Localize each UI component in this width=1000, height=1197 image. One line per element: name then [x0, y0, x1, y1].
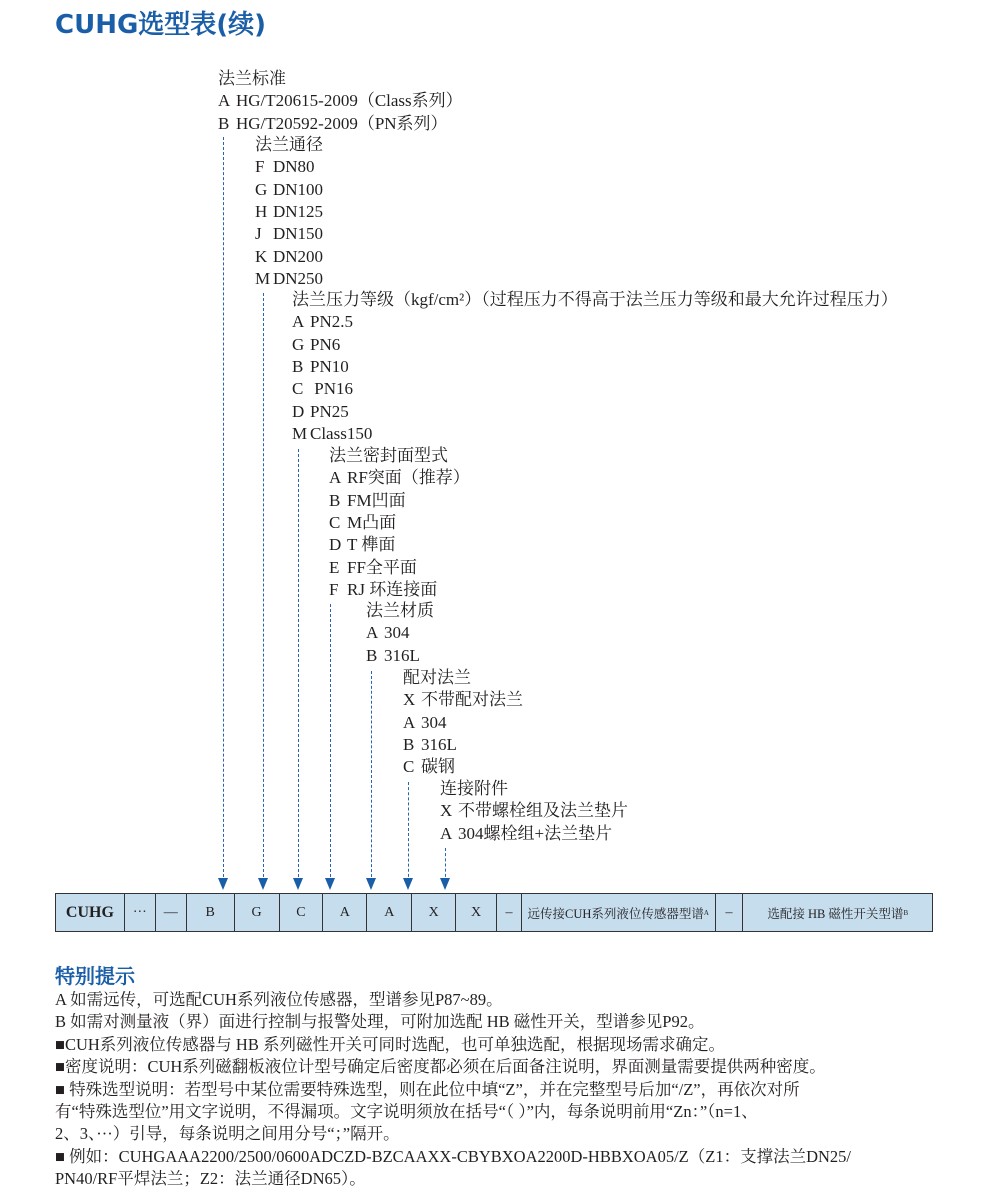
- model-code-cell: [156, 894, 187, 931]
- option-code: D: [329, 535, 342, 555]
- model-code-cell: [456, 894, 497, 931]
- model-code-cell: [412, 894, 456, 931]
- option-code: B: [403, 734, 415, 754]
- option-label: 碳钢: [421, 757, 455, 777]
- note-line: PN40/RF平焊法兰；Z2：法兰通径DN65）。: [55, 1169, 366, 1189]
- option-label: 316L: [421, 734, 457, 754]
- option-item: [218, 90, 463, 112]
- note-line: 有“特殊选型位”用文字说明，不得漏项。文字说明须放在括号“（ ）”内，每条说明前用“Zn：”（n=1、: [55, 1102, 758, 1121]
- group-heading-mating-flange: 配对法兰: [403, 668, 471, 687]
- option-item: [292, 423, 372, 445]
- option-code: G: [255, 179, 268, 199]
- group-heading-connection-accessory: 连接附件: [440, 779, 508, 798]
- cell-text: –: [505, 904, 513, 920]
- cell-text: ···: [132, 904, 147, 920]
- model-code-cell: [235, 894, 280, 931]
- cell-text: CUHG: [65, 903, 114, 921]
- arrow-down-icon: [218, 878, 228, 890]
- connector-line-connection-accessory: [445, 848, 446, 882]
- footnote-marker: A: [703, 908, 709, 917]
- option-label: 316L: [384, 645, 420, 665]
- option-code: A: [440, 823, 453, 843]
- option-label: DN250: [273, 268, 324, 288]
- option-item: [329, 467, 470, 489]
- note-line: ■密度说明：CUH系列磁翻板液位计型号确定后密度都必须在后面备注说明，界面测量需要提供两种密度。: [55, 1057, 826, 1077]
- arrow-down-icon: [293, 878, 303, 890]
- cell-text: –: [725, 904, 733, 920]
- option-code: A: [329, 468, 342, 488]
- note-line: B 如需对测量液（界）面进行控制与报警处理，可附加选配 HB 磁性开关，型谱参见P92。: [55, 1012, 705, 1032]
- footnote-marker: B: [903, 908, 909, 917]
- option-code: G: [292, 334, 305, 354]
- option-item: [255, 246, 323, 268]
- note-line: ■ 特殊选型说明：若型号中某位需要特殊选型，则在此位中填“Z”，并在完整型号后加“/Z”，再依次对所: [55, 1079, 800, 1099]
- option-item: [329, 557, 417, 579]
- option-item: [403, 689, 523, 711]
- connector-line-flange-sealing: [330, 604, 331, 882]
- option-label: 304螺栓组+法兰垫片: [458, 823, 613, 843]
- model-code-cell: [323, 894, 367, 931]
- note-line: ■CUH系列液位传感器与 HB 系列磁性开关可同时选配，也可单独选配，根据现场需求确定。: [55, 1034, 725, 1054]
- cell-text: X: [471, 904, 482, 920]
- cell-text: B: [205, 904, 215, 920]
- option-label: FF全平面: [347, 557, 417, 577]
- option-item: [255, 268, 323, 290]
- option-code: F: [329, 579, 339, 599]
- option-label: 304: [421, 712, 447, 732]
- cell-text: X: [428, 904, 439, 920]
- cell-text: C: [296, 904, 306, 920]
- option-item: [292, 401, 349, 423]
- option-code: K: [255, 246, 268, 266]
- option-code: H: [255, 201, 268, 221]
- option-label: PN6: [310, 334, 341, 354]
- option-code: M: [292, 423, 308, 443]
- option-label: RF突面（推荐）: [347, 468, 470, 488]
- arrow-down-icon: [403, 878, 413, 890]
- cell-text: A: [384, 904, 395, 920]
- option-item: [292, 356, 349, 378]
- option-label: 304: [384, 623, 410, 643]
- cell-text: 远传接CUH系列液位传感器型谱: [527, 906, 704, 921]
- arrow-down-icon: [440, 878, 450, 890]
- option-label: T 榫面: [347, 535, 396, 555]
- option-label: PN2.5: [310, 312, 353, 332]
- connector-line-flange-material: [371, 671, 372, 882]
- connector-line-flange-diameter: [263, 293, 264, 882]
- option-item: [292, 311, 353, 333]
- option-label: DN80: [273, 157, 315, 177]
- group-heading-flange-standard: 法兰标准: [218, 69, 286, 88]
- option-code: X: [403, 690, 416, 710]
- option-code: C: [403, 757, 415, 777]
- option-item: [440, 823, 612, 845]
- option-label: DN125: [273, 201, 324, 221]
- model-code-cell: [716, 894, 744, 931]
- option-code: D: [292, 401, 305, 421]
- connector-line-flange-pressure: [298, 449, 299, 882]
- option-item: [440, 800, 628, 822]
- option-label: DN100: [273, 179, 324, 199]
- option-item: [255, 156, 315, 178]
- option-item: [218, 113, 448, 135]
- option-label: Class150: [310, 423, 373, 443]
- note-line: A 如需远传，可选配CUH系列液位传感器，型谱参见P87~89。: [55, 990, 503, 1009]
- option-label: M凸面: [347, 512, 397, 532]
- model-code-cell: [367, 894, 412, 931]
- option-item: [292, 334, 340, 356]
- arrow-down-icon: [258, 878, 268, 890]
- model-code-cell: [125, 894, 156, 931]
- option-code: C: [292, 379, 304, 399]
- option-item: [292, 378, 353, 400]
- arrow-down-icon: [366, 878, 376, 890]
- cell-text: 选配接 HB 磁性开关型谱: [767, 906, 904, 921]
- option-code: A: [366, 623, 379, 643]
- group-heading-flange-pressure: 法兰压力等级（kgf/cm²）（过程压力不得高于法兰压力等级和最大允许过程压力）: [292, 290, 898, 309]
- arrow-down-icon: [325, 878, 335, 890]
- option-item: [403, 712, 447, 734]
- connector-line-flange-standard: [223, 137, 224, 882]
- model-code-cell: [280, 894, 324, 931]
- page-title: CUHG选型表(续): [55, 10, 267, 40]
- option-code: C: [329, 512, 341, 532]
- option-code: B: [329, 490, 341, 510]
- option-item: [255, 201, 323, 223]
- option-label: 不带螺栓组及法兰垫片: [458, 801, 628, 821]
- option-label: 不带配对法兰: [421, 690, 523, 710]
- option-code: B: [292, 356, 304, 376]
- option-code: J: [255, 224, 262, 244]
- model-code-cell: [497, 894, 522, 931]
- option-label: RJ 环连接面: [347, 579, 438, 599]
- option-label: HG/T20615-2009（Class系列）: [236, 91, 463, 111]
- cell-text: A: [339, 904, 350, 920]
- notes-title: 特别提示: [55, 964, 135, 988]
- model-code-cell: [56, 894, 125, 931]
- group-heading-flange-material: 法兰材质: [366, 601, 434, 620]
- option-item: [403, 734, 457, 756]
- model-code-cell: [743, 894, 932, 931]
- option-code: B: [218, 113, 230, 133]
- model-code-cell: [187, 894, 235, 931]
- option-code: E: [329, 557, 340, 577]
- option-label: FM凹面: [347, 490, 406, 510]
- model-code-cell: [522, 894, 716, 931]
- option-item: [366, 622, 410, 644]
- option-label: PN10: [310, 356, 349, 376]
- option-item: [329, 512, 396, 534]
- cell-text: G: [251, 904, 262, 920]
- note-line: 2、3、···）引导，每条说明之间用分号“；”隔开。: [55, 1124, 400, 1144]
- connector-line-mating-flange: [408, 782, 409, 882]
- option-item: [329, 534, 395, 556]
- option-code: A: [218, 91, 231, 111]
- option-code: F: [255, 157, 265, 177]
- option-item: [255, 179, 323, 201]
- option-code: B: [366, 645, 378, 665]
- option-code: A: [292, 312, 305, 332]
- group-heading-flange-sealing: 法兰密封面型式: [329, 446, 448, 465]
- option-label: PN25: [310, 401, 349, 421]
- group-heading-flange-diameter: 法兰通径: [255, 135, 323, 154]
- cell-text: —: [163, 904, 178, 920]
- option-code: M: [255, 268, 271, 288]
- option-label: DN200: [273, 246, 324, 266]
- option-item: [366, 645, 420, 667]
- note-line: ■ 例如：CUHGAAA2200/2500/0600ADCZD-BZCAAXX-CBYBXOA2200D-HBBXOA05/Z（Z1：支撑法兰DN25/: [55, 1146, 852, 1166]
- option-item: [329, 579, 437, 601]
- option-item: [255, 223, 323, 245]
- option-label: PN16: [310, 379, 353, 399]
- option-item: [403, 756, 455, 778]
- model-code-row: [55, 893, 933, 932]
- option-code: A: [403, 712, 416, 732]
- option-label: HG/T20592-2009（PN系列）: [236, 113, 448, 133]
- option-code: X: [440, 801, 453, 821]
- option-item: [329, 490, 406, 512]
- option-label: DN150: [273, 224, 324, 244]
